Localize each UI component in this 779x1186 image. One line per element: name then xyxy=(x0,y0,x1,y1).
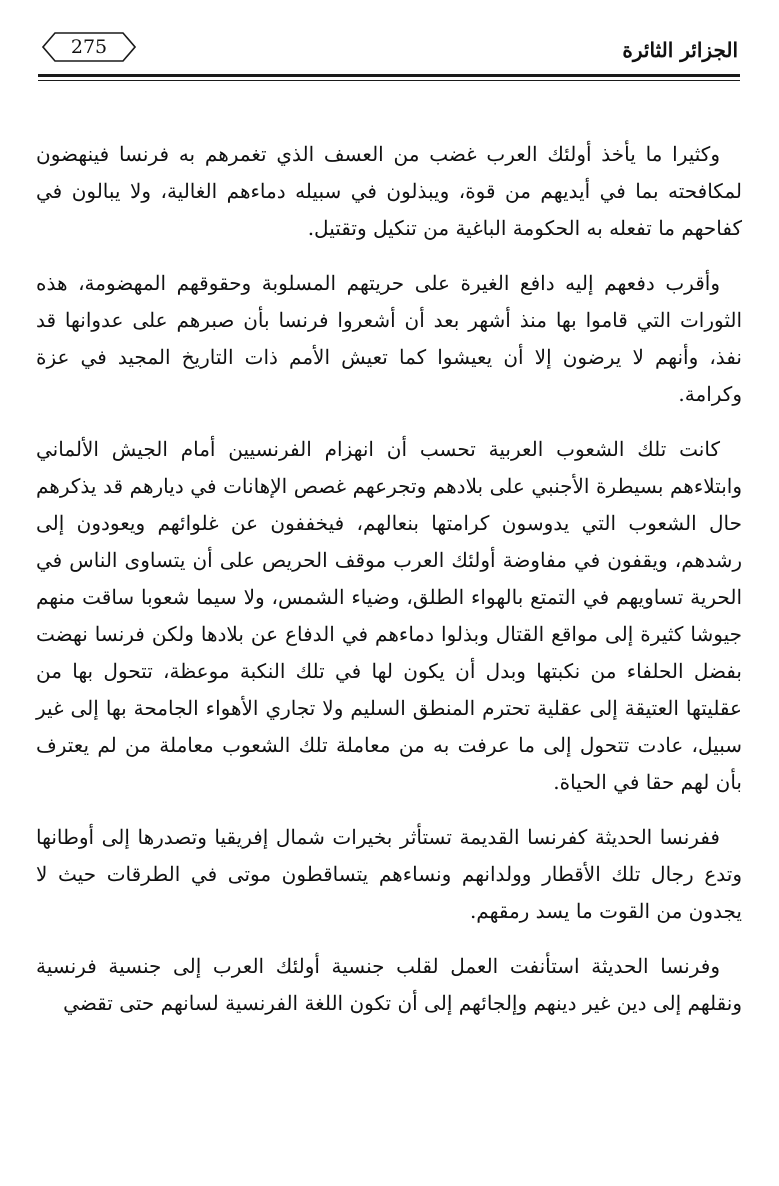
body-text xyxy=(36,136,742,1040)
header-rule-thin xyxy=(38,80,740,81)
paragraph: وكثيرا ما يأخذ أولئك العرب غضب من العسف الذي تغمرهم به فرنسا فينهضون لمكافحته بما في أيديهم من قوة، ويبذلون في سبيله دماءهم الغالية، ولا يبالون في كفاحهم ما تفعله به الحكومة الباغية من تنكيل وتقتيل. xyxy=(36,142,742,240)
paragraph: كانت تلك الشعوب العربية تحسب أن انهزام الفرنسيين أمام الجيش الألماني وابتلاءهم بسيطرة الأجنبي على بلادهم وتجرعهم غصص الإهانات في ديارهم قد يذكرهم حال الشعوب التي يدوسون كرامتها بنعالهم، فيخففون عن غلوائهم ويعودون إلى رشدهم، ويقفون في مفاوضة أولئك العرب موقف الحريص على أن يتساوى الناس في الحرية تساويهم في التمتع بالهواء الطلق، وضياء الشمس، ولا سيما شعوبا ساقت منهم جيوشا كثيرة إلى مواقع القتال وبذلوا دماءهم في الدفاع عن بلادها ولكن فرنسا نهضت بفضل الحلفاء من نكبتها وبدل أن يكون لها في تلك النكبة موعظة، تتحول بها من عقليتها العتيقة إلى عقلية تحترم المنطق السليم ولا تجاري الأهواء الجامحة بها إلى غير سبيل، عادت تتحول إلى ما عرفت به من معاملة تلك الشعوب معاملة من لم يعترف بأن لهم حقا في الحياة. xyxy=(36,437,742,794)
page-number-frame xyxy=(42,32,136,62)
paragraph: وأقرب دفعهم إليه دافع الغيرة على حريتهم المسلوبة وحقوقهم المهضومة، هذه الثورات التي قاموا بها منذ أشهر بعد أن أشعروا فرنسا بأن صبرهم على عدوانها قد نفذ، وأنهم لا يرضون إلا أن يعيشوا كما تعيش الأمم ذات التاريخ المجيد في عزة وكرامة. xyxy=(36,271,742,406)
running-title: الجزائر الثائرة xyxy=(622,38,738,62)
page-header xyxy=(38,26,740,74)
paragraph: وفرنسا الحديثة استأنفت العمل لقلب جنسية أولئك العرب إلى جنسية فرنسية ونقلهم إلى دين غير دينهم وإلجائهم إلى أن تكون اللغة الفرنسية لسانهم حتى تقضي xyxy=(36,954,742,1015)
header-rule-thick xyxy=(38,74,740,77)
page-number: 275 xyxy=(70,36,108,58)
paragraph: ففرنسا الحديثة كفرنسا القديمة تستأثر بخيرات شمال إفريقيا وتصدرها إلى أوطانها وتدع رجال تلك الأقطار وولدانهم ونساءهم يتساقطون موتى في الطرقات حيث لا يجدون من القوت ما يسد رمقهم. xyxy=(36,825,742,923)
